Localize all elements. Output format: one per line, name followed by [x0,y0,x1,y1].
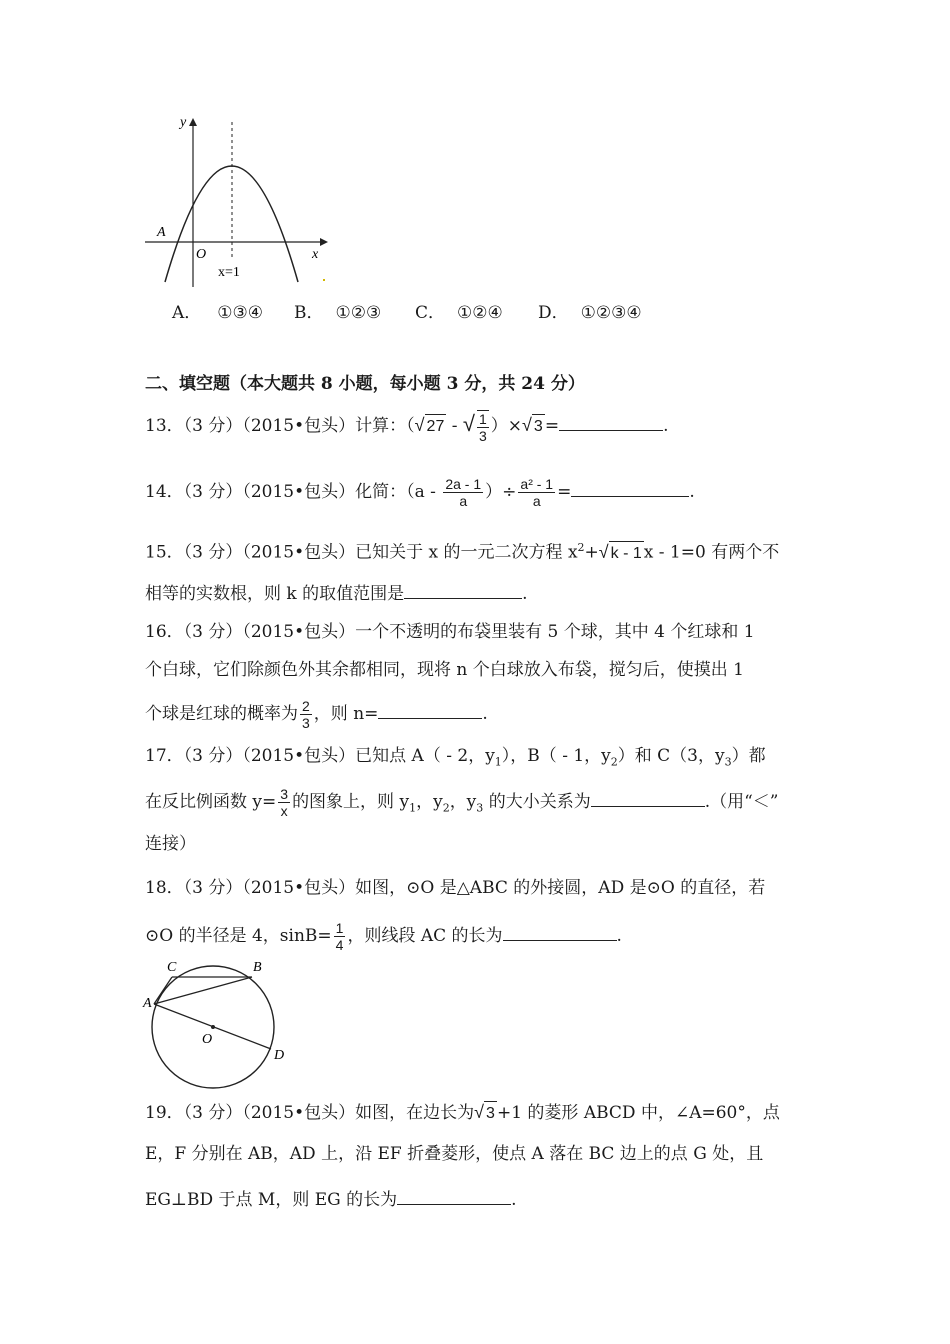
sqrt-27: √ 27 [415,413,447,439]
point-c-label: C [167,960,177,975]
question-16-line-3: 个球是红球的概率为 $\frac{2}{3}$ ，则 n= . [145,698,488,731]
point-d-label: D [274,1048,285,1063]
graph-point-a-label: A [157,225,166,240]
point-a-label: A [143,996,152,1011]
question-16-line-2: 个白球，它们除颜色外其余都相同，现将 n 个白球放入布袋，搅匀后，使摸出 1 [145,660,744,680]
answer-blank-14[interactable] [571,480,689,497]
answer-blank-16[interactable] [378,702,482,719]
option-c[interactable]: C． ①②④ [415,303,503,323]
parabola-graph [140,112,340,292]
question-13: 13．（3 分）（2015•包头）计算：（√ 27 - √ $\frac{1}{3}$ ）×√ 3 = . [145,411,669,444]
answer-blank-13[interactable] [559,414,663,431]
question-17-line-3: 连接） [145,834,196,854]
question-19-line-1: 19．（3 分）（2015•包头）如图，在边长为√ 3 +1 的菱形 ABCD 中，∠A=60°，点 [145,1100,780,1126]
question-15-line-2: 相等的实数根，则 k 的取值范围是 . [145,584,528,604]
section-heading: 二、填空题（本大题共 8 小题，每小题 3 分，共 24 分） [145,374,585,394]
answer-blank-17[interactable] [591,790,705,807]
question-19-line-3: EG⊥BD 于点 M，则 EG 的长为 . [145,1190,517,1210]
sqrt-3-side: √ 3 [474,1100,497,1126]
answer-blank-15[interactable] [404,582,522,599]
circle-figure [140,956,300,1096]
graph-symmetry-label: x=1 [218,265,240,280]
option-d[interactable]: D． ①②③④ [538,303,642,323]
graph-origin-label: O [196,247,207,262]
fraction-1-over-4: $\frac{1}{4}$ [335,920,344,953]
point-o-label: O [202,1032,213,1047]
sqrt-3: √ 3 [522,413,545,439]
question-14: 14．（3 分）（2015•包头）化简：（a - $\frac{2a - 1}{a}$ ）÷ $\frac{\text{a² - 1}}{a}$ = . [145,476,695,509]
answer-blank-18[interactable] [503,924,617,941]
question-18-line-1: 18．（3 分）（2015•包头）如图，⊙O 是△ABC 的外接圆，AD 是⊙O 的直径，若 [145,878,766,898]
graph-y-label: y [180,115,187,130]
answer-blank-19[interactable] [397,1188,511,1205]
fraction-3-over-x: $\frac{3}{x}$ [280,786,289,819]
graph-x-label: x [312,247,319,262]
fraction-a2-1-over-a: $\frac{\text{a² - 1}}{a}$ [520,476,554,509]
question-16-line-1: 16．（3 分）（2015•包头）一个不透明的布袋里装有 5 个球，其中 4 个红球和 1 [145,622,755,642]
option-b[interactable]: B． ①②③ [294,303,382,323]
fraction-2a-1-over-a: $\frac{2a - 1}{a}$ [445,476,482,509]
sqrt-one-third: √ $\frac{1}{3}$ [462,411,487,444]
question-17-line-1: 17．（3 分）（2015•包头）已知点 A（ - 2，$y_1$），B（ - 1，$y_2$）和 C（3，$y_3$）都 [145,746,766,769]
question-18-line-2: ⊙O 的半径是 4，sinB= $\frac{1}{4}$ ，则线段 AC 的长为 . [145,920,622,953]
question-17-line-2: 在反比例函数 y= $\frac{3}{x}$ 的图象上，则 $y_1$，$y_2$，$y_3$ 的大小关系为 .（用“＜” [145,786,779,819]
fraction-2-over-3: $\frac{2}{3}$ [302,698,310,731]
point-b-label: B [253,960,262,975]
question-15-line-1: 15．（3 分）（2015•包头）已知关于 x 的一元二次方程 $x^2+√$ k - 1 x - 1=0 有两个不 [145,536,779,566]
question-19-line-2: E，F 分别在 AB，AD 上，沿 EF 折叠菱形，使点 A 落在 BC 边上的点 G 处，且 [145,1144,764,1164]
option-a[interactable]: A． ①③④ [172,303,264,323]
sqrt-k-minus-1: √ k - 1 [599,540,644,566]
